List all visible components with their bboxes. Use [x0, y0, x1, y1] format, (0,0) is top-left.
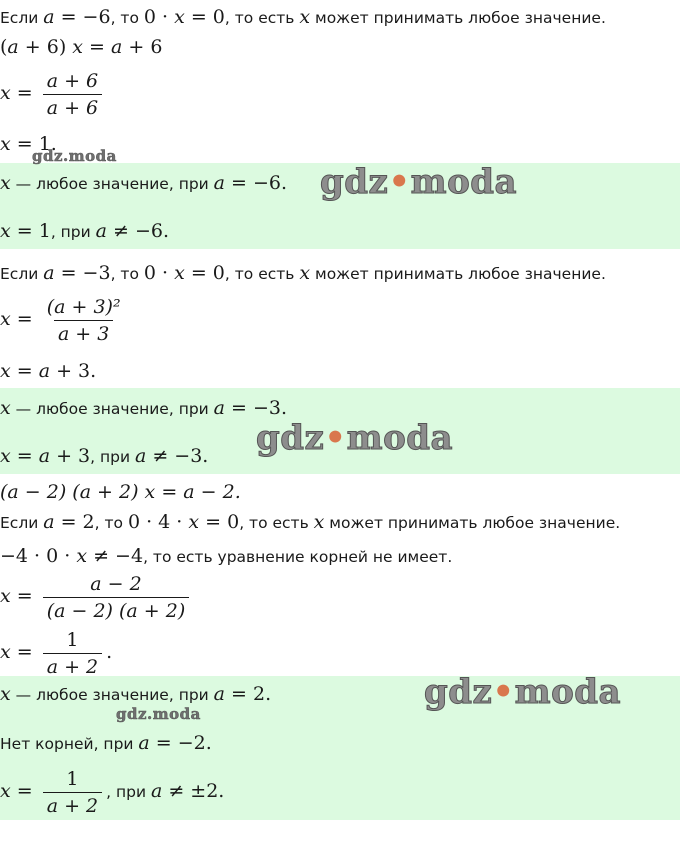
fraction [43, 296, 125, 345]
var: a [95, 220, 107, 242]
math: = [10, 82, 39, 104]
text: Если [0, 265, 44, 283]
var: x [0, 780, 11, 802]
var: x [0, 220, 11, 242]
var: x [0, 585, 11, 607]
line-fraction-3 [0, 573, 193, 622]
text: Если [0, 9, 44, 27]
var: x [0, 445, 11, 467]
var: x [174, 6, 185, 28]
math: = 1. [10, 133, 57, 155]
denominator: a + 6 [43, 94, 102, 119]
fraction [43, 629, 102, 678]
text: , при [50, 223, 96, 241]
denominator: a + 3 [54, 320, 113, 345]
text: — любое значение, при [10, 175, 214, 193]
line-answer-1a [0, 172, 287, 195]
text: — любое значение, при [10, 686, 214, 704]
var: a [38, 360, 51, 382]
math: = −3 [54, 262, 111, 284]
var: x [299, 262, 311, 284]
var: a [213, 397, 225, 419]
var: a [43, 511, 55, 533]
var: x [0, 360, 11, 382]
line-answer-2a [0, 397, 287, 420]
line-answer-2b [0, 445, 208, 468]
math: −4 · 0 · [0, 545, 77, 567]
watermark-large-1 [320, 162, 517, 202]
watermark-large-2 [256, 418, 453, 458]
fraction [43, 70, 102, 119]
line-answer-3b [0, 732, 212, 755]
math: ≠ −3. [146, 445, 209, 467]
math: = −2. [149, 732, 212, 754]
var: a [213, 172, 225, 194]
watermark-dot: • [324, 418, 347, 458]
var: x [174, 262, 185, 284]
numerator: a + 6 [46, 70, 99, 92]
watermark-text: gdz [424, 672, 493, 712]
math: ≠ −6. [106, 220, 170, 242]
var: x [0, 641, 11, 663]
math: = [10, 585, 39, 607]
text: , то есть уравнение корней не имеет. [143, 548, 453, 566]
line-case-a-2 [0, 511, 620, 534]
math: = [10, 445, 39, 467]
watermark-dot: • [492, 672, 515, 712]
denominator: a + 2 [43, 792, 102, 817]
var: x [0, 82, 11, 104]
watermark-text: gdz [320, 162, 389, 202]
line-answer-1b [0, 220, 169, 243]
math: = [10, 641, 39, 663]
math: = [83, 36, 112, 58]
math: = 2 [54, 511, 95, 533]
text: может принимать любое значение. [310, 265, 606, 283]
math: = −6 [54, 6, 111, 28]
math: = 0 [184, 6, 225, 28]
var: a [150, 780, 163, 802]
math: ≠ −4 [87, 545, 144, 567]
var: a [134, 445, 147, 467]
math: = 1 [10, 220, 51, 242]
text: , при [106, 783, 151, 801]
math: . [106, 641, 113, 663]
math: = 2. [225, 683, 272, 705]
var: x [188, 511, 200, 533]
line-equation-1 [0, 36, 162, 59]
line-equation-3 [0, 481, 241, 504]
math: = −6. [225, 172, 288, 194]
math: + 3 [50, 445, 91, 467]
line-fraction-2 [0, 296, 129, 345]
text: , то есть [239, 514, 314, 532]
var: x [299, 6, 311, 28]
math: (a − 2) (a + 2) x = a − 2. [0, 481, 241, 503]
text: , то [110, 9, 144, 27]
var: x [76, 545, 88, 567]
watermark-dot: • [388, 162, 411, 202]
watermark-text: gdz [256, 418, 325, 458]
math: = [10, 780, 39, 802]
watermark-text: moda [410, 162, 518, 202]
var: x [0, 308, 11, 330]
text: , при [90, 448, 135, 466]
denominator: (a − 2) (a + 2) [43, 597, 190, 622]
line-fraction-4 [0, 629, 112, 678]
text: , то есть [224, 265, 300, 283]
text: , то есть [224, 9, 300, 27]
numerator: 1 [66, 768, 79, 790]
var: x [0, 683, 11, 705]
text: может принимать любое значение. [310, 9, 606, 27]
var: x [0, 133, 11, 155]
watermark-text: moda [346, 418, 454, 458]
math: 0 · [143, 262, 175, 284]
var: a [213, 683, 225, 705]
math: = 0 [199, 511, 240, 533]
math: = −3. [225, 397, 288, 419]
text: Если [0, 514, 44, 532]
math: = [10, 360, 39, 382]
var: a [7, 36, 19, 58]
line-fraction-1 [0, 70, 106, 119]
math: + 6 [122, 36, 163, 58]
var: a [43, 262, 55, 284]
math: = 0 [184, 262, 225, 284]
line-case-a-minus6 [0, 6, 606, 29]
var: a [43, 6, 55, 28]
line-case-a-minus3 [0, 262, 606, 285]
numerator: 1 [66, 629, 79, 651]
math: = [10, 308, 39, 330]
math: ( [0, 36, 8, 58]
text: — любое значение, при [10, 400, 214, 418]
var: a [138, 732, 150, 754]
watermark-small-1: gdz.moda [32, 147, 117, 165]
math: + 3. [50, 360, 97, 382]
text: , то [110, 265, 144, 283]
fraction [43, 573, 190, 622]
text: может принимать любое значение. [324, 514, 621, 532]
var: a [38, 445, 51, 467]
line-answer-3c [0, 768, 224, 817]
math: 0 · [143, 6, 175, 28]
line-answer-3a [0, 683, 271, 706]
var: x [72, 36, 84, 58]
text: Нет корней, при [0, 735, 139, 753]
numerator: a − 2 [90, 573, 142, 595]
watermark-large-3 [424, 672, 621, 712]
numerator: (a + 3)² [46, 296, 121, 318]
line-no-roots [0, 545, 452, 568]
var: x [0, 397, 11, 419]
math: ≠ ±2. [162, 780, 225, 802]
fraction [43, 768, 102, 817]
math: 0 · 4 · [127, 511, 189, 533]
math: + 6) [18, 36, 73, 58]
var: a [111, 36, 123, 58]
line-result-2 [0, 360, 96, 383]
denominator: a + 2 [43, 653, 102, 678]
watermark-text: moda [514, 672, 622, 712]
var: x [0, 172, 11, 194]
watermark-small-2: gdz.moda [116, 705, 201, 723]
var: x [313, 511, 325, 533]
text: , то [94, 514, 128, 532]
